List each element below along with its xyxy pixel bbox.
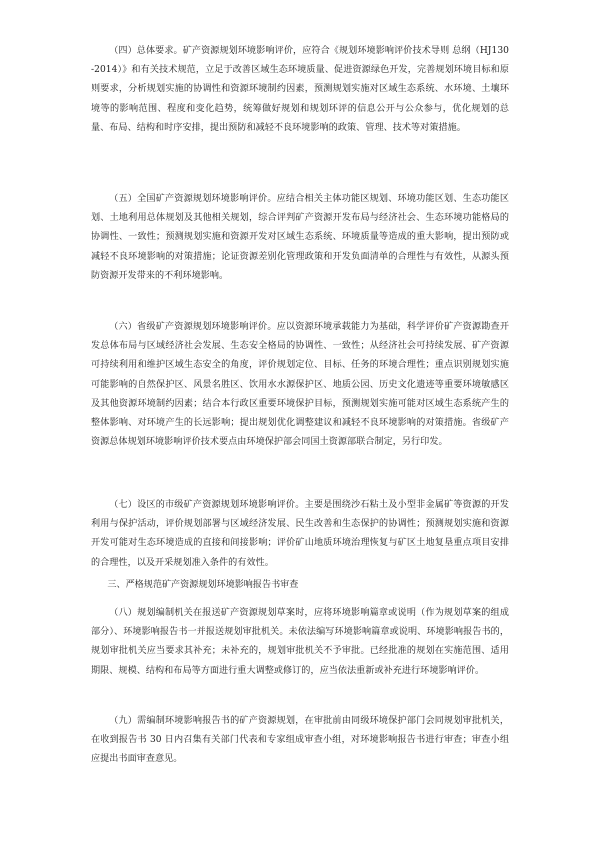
paragraph-8: （八）规划编制机关在报送矿产资源规划草案时，应将环境影响篇章或说明（作为规划草案的组成部分）、环境影响报告书一并报送规划审批机关。未依法编写环境影响篇章或说明、环境影响报告书的，规划审批机关应当要求其补充；未补充的，规划审批机关不予审批。已经批准的规划在实施范围、适用期限、规模、结构和布局等方面进行重大调整或修订的，应当依法重新或补充进行环境影响评价。 [91, 608, 509, 676]
paragraph-5: （五）全国矿产资源规划环境影响评价。应结合相关主体功能区规划、环境功能区划、生态功能区划、土地利用总体规划及其他相关规划，综合评判矿产资源开发布局与经济社会、生态环境功能格局的协调性、一致性；预测规划实施和资源开发对区域生态系统、环境质量等造成的重大影响，提出预防或减轻不良环境影响的对策措施；论证资源差别化管理政策和开发负面清单的合理性与有效性，从源头预防资源开发带来的不利环境影响。 [91, 194, 509, 281]
paragraph-9: （九）需编制环境影响报告书的矿产资源规划，在审批前由同级环境保护部门会同规划审批机关，在收到报告书 30 日内召集有关部门代表和专家组成审查小组，对环境影响报告书进行审查；审查小组应提出书面审查意见。 [91, 716, 509, 765]
paragraph-6: （六）省级矿产资源规划环境影响评价。应以资源环境承载能力为基础，科学评价矿产资源勘查开发总体布局与区域经济社会发展、生态安全格局的协调性、一致性；从经济社会可持续发展、矿产资源可持续利用和维护区域生态安全的角度，评价规划定位、目标、任务的环境合理性；重点识别规划实施可能影响的自然保护区、风景名胜区、饮用水水源保护区、地质公园、历史文化遗迹等重要环境敏感区及其他资源环境制约因素；结合本行政区重要环境保护目标，预测规划实施可能对区域生态系统产生的整体影响、对环境产生的长远影响；提出规划优化调整建议和减轻不良环境影响的对策措施。省级矿产资源总体规划环境影响评价技术要点由环境保护部会同国土资源部联合制定，另行印发。 [91, 322, 509, 448]
paragraph-7: （七）设区的市级矿产资源规划环境影响评价。主要是围绕沙石粘土及小型非金属矿等资源的开发利用与保护活动，评价规划部署与区域经济发展、民生改善和生态保护的协调性；预测规划实施和资源开发可能对生态环境造成的直接和间接影响；评价矿山地质环境治理恢复与矿区土地复垦重点项目安排的合理性，以及开采规划准入条件的有效性。 [91, 500, 509, 568]
section-heading: 三、严格规范矿产资源规划环境影响报告书审查 [107, 580, 299, 590]
paragraph-4: （四）总体要求。矿产资源规划环境影响评价，应符合《规划环境影响评价技术导则 总纲（HJ130-2014）》和有关技术规范，立足于改善区域生态环境质量、促进资源绿色开发，完善规划环境目标和原则要求，分析规划实施的协调性和资源环境制约因素，预测规划实施对区域生态系统、水环境、土壤环境等的影响范围、程度和变化趋势，统筹做好规划和规划环评的信息公开与公众参与，优化规划的总量、布局、结构和时序安排，提出预防和减轻不良环境影响的政策、管理、技术等对策措施。 [91, 46, 509, 133]
